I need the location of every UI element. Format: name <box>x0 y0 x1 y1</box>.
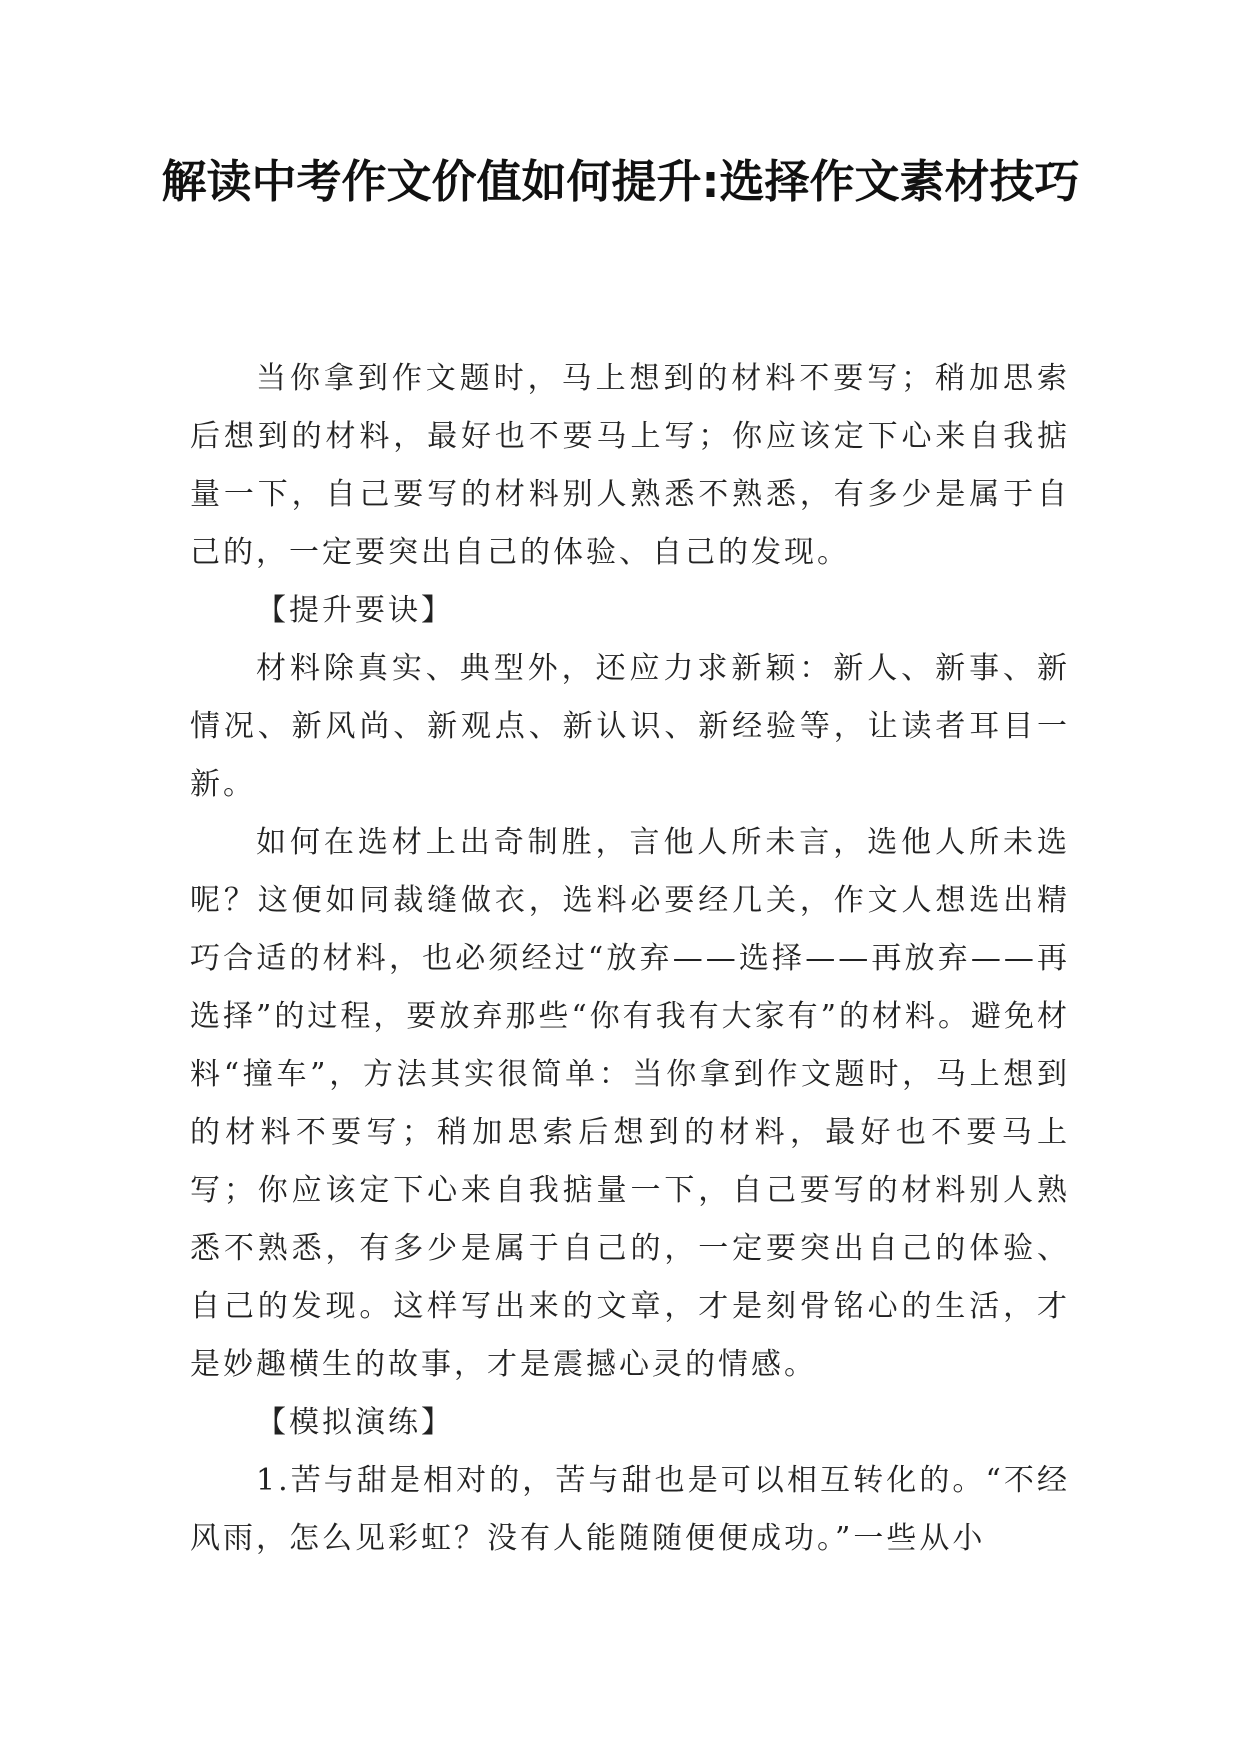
paragraph-intro: 当你拿到作文题时，马上想到的材料不要写；稍加思索后想到的材料，最好也不要马上写；你应该定下心来自我掂量一下，自己要写的材料别人熟悉不熟悉，有多少是属于自己的，一定要突出自己的体验、自己的发现。 <box>190 361 1070 570</box>
document-title: 解读中考作文价值如何提升:选择作文素材技巧 <box>161 155 1080 208</box>
document-body <box>190 350 1070 1568</box>
paragraph-practice-1: 1.苦与甜是相对的，苦与甜也是可以相互转化的。“不经风雨，怎么见彩虹？没有人能随随便便成功。”一些从小 <box>190 1463 1070 1556</box>
section-heading-tips: 【提升要诀】 <box>256 593 454 628</box>
section-heading-practice: 【模拟演练】 <box>256 1405 454 1440</box>
paragraph-novelty: 材料除真实、典型外，还应力求新颖：新人、新事、新情况、新风尚、新观点、新认识、新经验等，让读者耳目一新。 <box>190 651 1070 802</box>
paragraph-selection: 如何在选材上出奇制胜，言他人所未言，选他人所未选呢？这便如同裁缝做衣，选料必要经几关，作文人想选出精巧合适的材料，也必须经过“放弃——选择——再放弃——再选择”的过程，要放弃那些“你有我有大家有”的材料。避免材料“撞车”，方法其实很简单：当你拿到作文题时，马上想到的材料不要写；稍加思索后想到的材料，最好也不要马上写；你应该定下心来自我掂量一下，自己要写的材料别人熟悉不熟悉，有多少是属于自己的，一定要突出自己的体验、自己的发现。这样写出来的文章，才是刻骨铭心的生活，才是妙趣横生的故事，才是震撼心灵的情感。 <box>190 825 1071 1382</box>
